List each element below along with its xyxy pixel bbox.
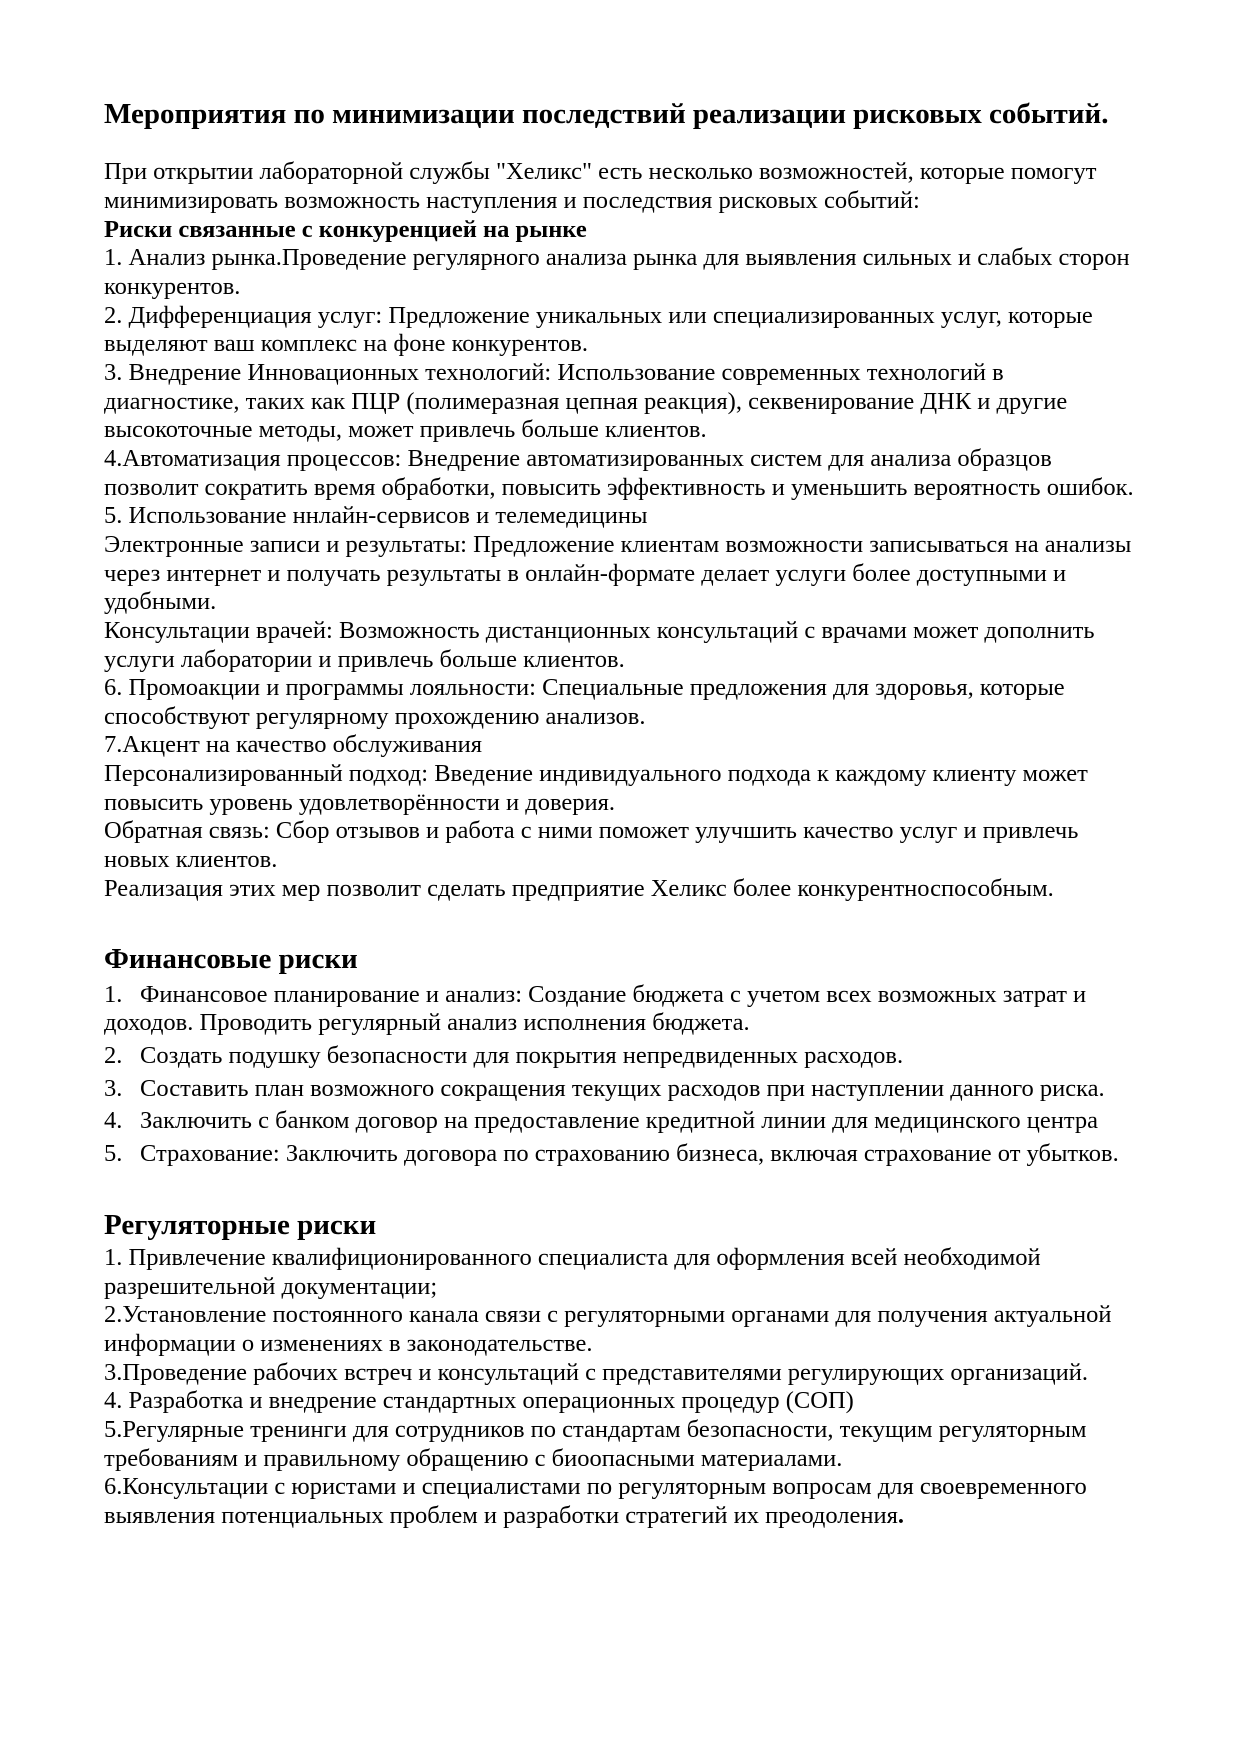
list-item-number: 5.	[104, 1140, 123, 1168]
list-item-number: 3.	[104, 1074, 123, 1102]
competition-paragraph: Обратная связь: Сбор отзывов и работа с ними поможет улучшить качество услуг и привлечь новых клиентов.	[104, 817, 1079, 874]
regulatory-paragraph: 3.Проведение рабочих встреч и консультаций с представителями регулирующих организаций.	[104, 1358, 1088, 1386]
regulatory-paragraph: 2.Установление постоянного канала связи с регуляторными органами для получения актуальной информации о изменениях в законодательстве.	[104, 1301, 1112, 1357]
regulatory-paragraph: 1. Привлечение квалифиционированного специалиста для оформления всей необходимой разрешительной документации;	[104, 1244, 1041, 1300]
competition-paragraph: 7.Акцент на качество обслуживания	[104, 731, 482, 759]
competition-paragraph: Консультации врачей: Возможность дистанционных консультаций с врачами может дополнить услуги лаборатории и привлечь больше клиентов.	[104, 616, 1095, 673]
list-item-number: 2.	[104, 1042, 123, 1070]
list-item-text: 6.Консультации с юристами и специалистами по регуляторным вопросам для своевременного выявления потенциальных проблем и разработки стратегий их преодоления	[104, 1473, 1087, 1529]
list-item-text: Составить план возможного сокращения текущих расходов при наступлении данного риска.	[140, 1074, 1105, 1102]
list-item-number: 1.	[104, 980, 123, 1008]
competition-paragraph: 1. Анализ рынка.Проведение регулярного анализа рынка для выявления сильных и слабых сторон конкурентов.	[104, 244, 1130, 300]
regulatory-paragraph-last	[104, 1473, 1136, 1530]
bold-final-period: .	[897, 1501, 904, 1529]
financial-list-item	[104, 1042, 1136, 1071]
competition-paragraph: 6. Промоакции и программы лояльности: Специальные предложения для здоровья, которые способствуют регулярному прохождению анализов.	[104, 674, 1065, 730]
list-item-text: Финансовое планирование и анализ: Создание бюджета с учетом всех возможных затрат и доходов. Проводить регулярный анализ исполнения бюджета.	[104, 980, 1087, 1037]
competition-paragraph: 2. Дифференциация услуг: Предложение уникальных или специализированных услуг, которые выделяют ваш комплекс на фоне конкурентов.	[104, 301, 1093, 358]
list-item-text: Страхование: Заключить договора по страхованию бизнеса, включая страхование от убытков.	[140, 1140, 1119, 1168]
intro-paragraph: При открытии лабораторной службы "Хеликс" есть несколько возможностей, которые помогут минимизировать возможность наступления и последствия рисковых событий:	[104, 158, 1097, 214]
regulatory-paragraph: 4. Разработка и внедрение стандартных операционных процедур (СОП)	[104, 1387, 854, 1415]
list-item-text: Создать подушку безопасности для покрытия непредвиденных расходов.	[140, 1042, 904, 1070]
competition-paragraph: 5. Использование ннлайн-сервисов и телемедицины	[104, 502, 648, 530]
regulatory-paragraph: 5.Регулярные тренинги для сотрудников по стандартам безопасности, текущим регуляторным требованиям и правильному обращению с биоопасными материалами.	[104, 1415, 1087, 1472]
regulatory-risks-heading: Регуляторные риски	[104, 1208, 377, 1241]
competition-paragraph: Персонализированный подход: Введение индивидуального подхода к каждому клиенту может повысить уровень удовлетворённости и доверия.	[104, 760, 1088, 816]
competition-paragraph: 4.Автоматизация процессов: Внедрение автоматизированных систем для анализа образцов позволит сократить время обработки, повысить эффективность и уменьшить вероятность ошибок.	[104, 444, 1134, 501]
financial-list-item	[104, 1075, 1136, 1104]
competition-paragraph: Реализация этих мер позволит сделать предприятие Хеликс более конкурентноспособным.	[104, 874, 1054, 902]
page-title: Мероприятия по минимизации последствий реализации рисковых событий.	[104, 98, 1109, 130]
competition-paragraph: Электронные записи и результаты: Предложение клиентам возможности записываться на анализы через интернет и получать результаты в онлайн-формате делает услуги более доступными и удобными.	[104, 530, 1132, 616]
competition-risks-heading: Риски связанные с конкуренцией на рынке	[104, 215, 587, 243]
competition-paragraph: 3. Внедрение Инновационных технологий: Использование современных технологий в диагностике, таких как ПЦР (полимеразная цепная реакция), секвенирование ДНК и другие высокоточные методы, может привлечь больше клиентов.	[104, 358, 1068, 444]
list-item-text: Заключить с банком договор на предоставление кредитной линии для медицинского центра	[140, 1107, 1098, 1135]
financial-risks-heading: Финансовые риски	[104, 943, 358, 976]
list-item-number: 4.	[104, 1107, 123, 1135]
financial-list-item	[104, 1107, 1136, 1136]
financial-list-item	[104, 981, 1136, 1038]
financial-list-item	[104, 1140, 1136, 1169]
